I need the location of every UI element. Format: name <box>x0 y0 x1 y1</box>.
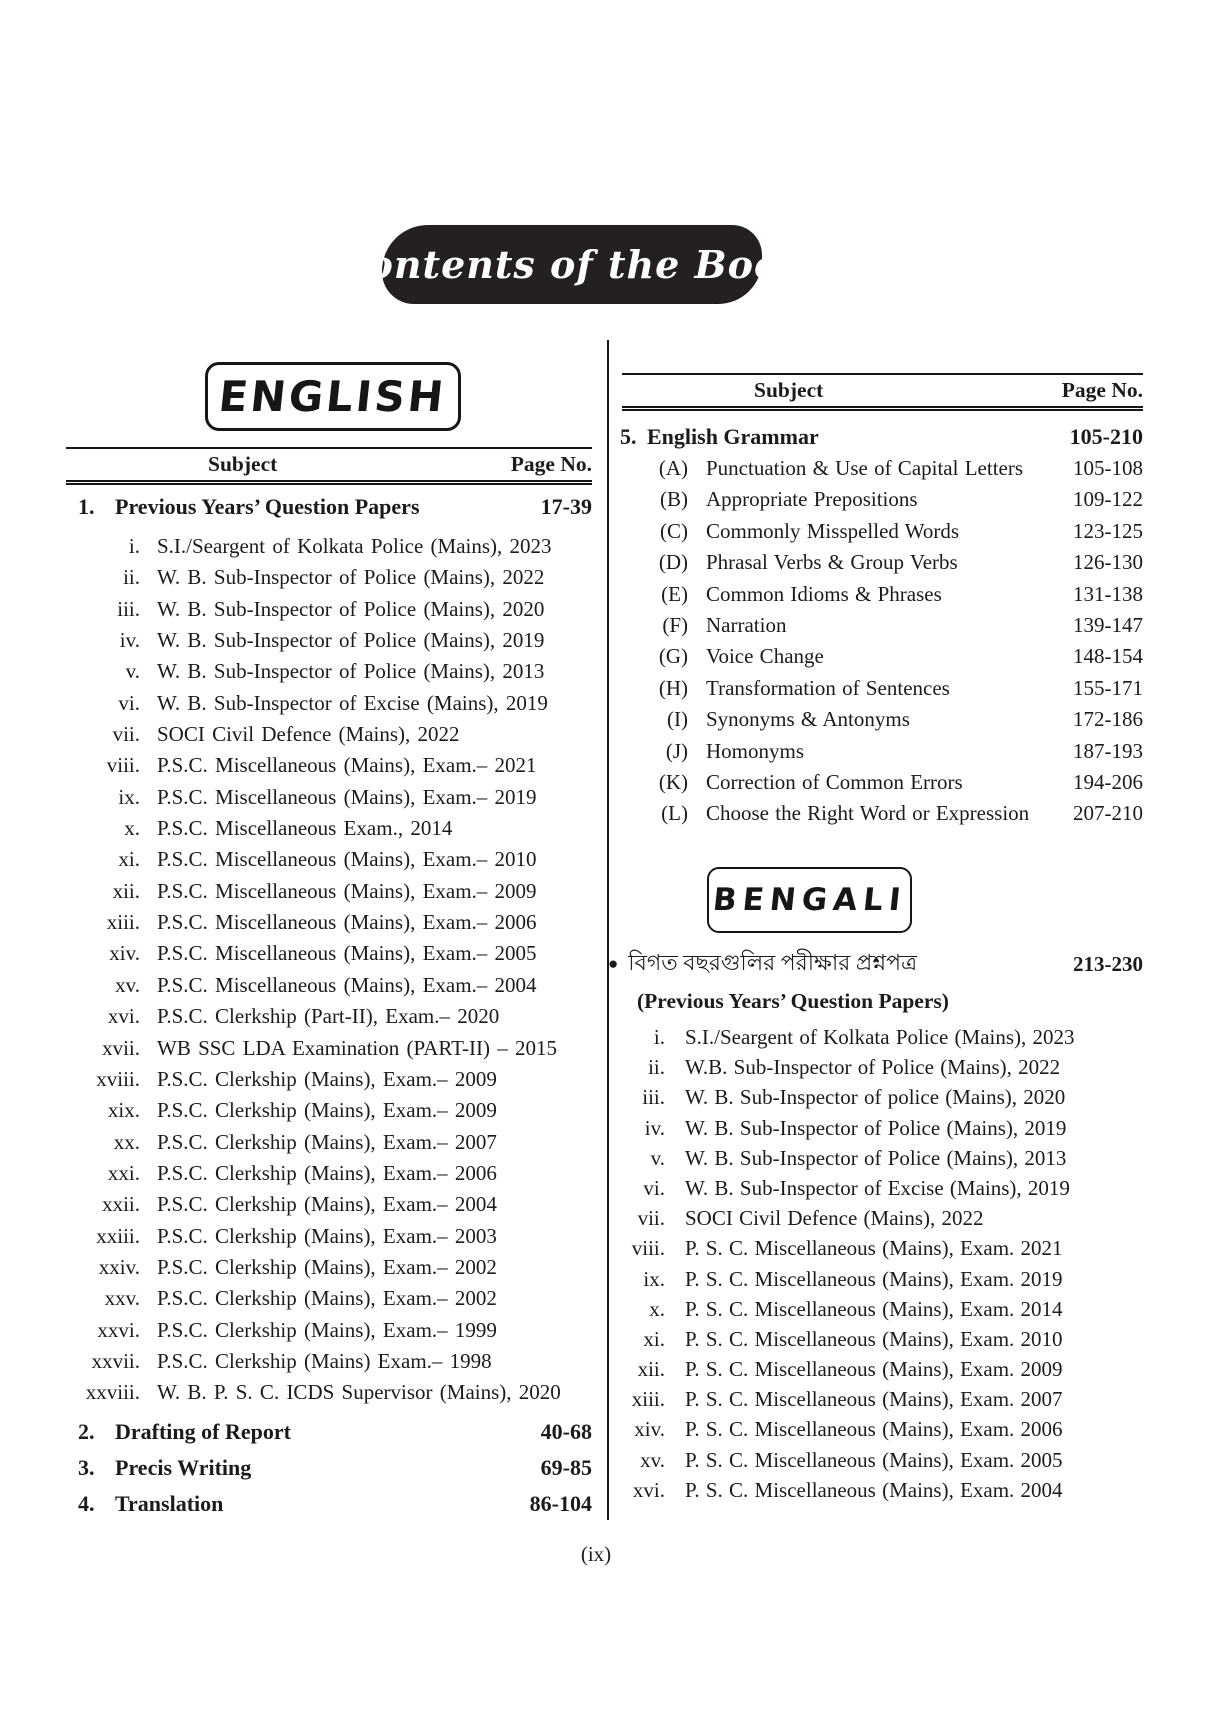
grammar-topic-title: Homonyms <box>706 738 805 763</box>
list-item-numeral: xi. <box>643 1326 665 1351</box>
list-item-text: P. S. C. Miscellaneous (Mains), Exam. 2019 <box>685 1266 1063 1291</box>
toc-entry-previous-years <box>66 492 592 522</box>
list-item <box>66 1377 592 1408</box>
list-item-numeral: iii. <box>117 596 140 621</box>
grammar-topic-row <box>622 484 1143 515</box>
list-item-numeral: xiii. <box>631 1387 665 1412</box>
grammar-topic-pages: 131-138 <box>1073 581 1143 606</box>
list-item-numeral: xvi. <box>107 1004 140 1029</box>
grammar-topic-title: Appropriate Prepositions <box>706 487 918 512</box>
list-item-text: W. B. Sub-Inspector of Excise (Mains), 2019 <box>157 690 548 715</box>
list-item <box>608 1294 1143 1324</box>
bengali-section-title: BENGALI <box>710 882 909 918</box>
bengali-question-paper-list <box>608 1022 1143 1505</box>
grammar-topic-label: (G) <box>658 644 688 669</box>
list-item <box>66 1252 592 1283</box>
list-item <box>66 1033 592 1064</box>
list-item-numeral: xxii. <box>102 1192 140 1217</box>
list-item <box>608 1264 1143 1294</box>
list-item-text: P.S.C. Miscellaneous (Mains), Exam.– 2004 <box>157 972 537 997</box>
list-item-numeral: ix. <box>118 784 140 809</box>
list-item-numeral: xviii. <box>96 1066 140 1091</box>
toc-entry-english-grammar <box>618 422 1143 452</box>
list-item-text: P. S. C. Miscellaneous (Mains), Exam. 2007 <box>685 1387 1063 1412</box>
bengali-entry-pages: 213-230 <box>1073 951 1143 976</box>
grammar-topic-label: (I) <box>667 707 688 732</box>
entry-number: 4. <box>78 1491 95 1516</box>
list-item <box>66 1283 592 1314</box>
list-item-text: P.S.C. Miscellaneous (Mains), Exam.– 2009 <box>157 878 537 903</box>
list-item-text: P.S.C. Clerkship (Mains), Exam.– 1999 <box>157 1317 497 1342</box>
list-item-numeral: vi. <box>118 690 140 715</box>
list-item <box>66 938 592 969</box>
list-item <box>608 1113 1143 1143</box>
list-item-numeral: viii. <box>106 753 140 778</box>
list-item-text: P.S.C. Clerkship (Mains), Exam.– 2002 <box>157 1286 497 1311</box>
list-item <box>66 688 592 719</box>
list-item-numeral: xv. <box>115 972 140 997</box>
list-item-numeral: iv. <box>119 628 140 653</box>
english-section-box <box>205 362 461 431</box>
entry-pages: 105-210 <box>1069 424 1143 449</box>
grammar-topic-pages: 207-210 <box>1073 801 1143 826</box>
list-item <box>66 1315 592 1346</box>
page-number: (ix) <box>580 1542 612 1566</box>
list-item-text: W. B. Sub-Inspector of police (Mains), 2020 <box>685 1085 1066 1110</box>
list-item-text: P. S. C. Miscellaneous (Mains), Exam. 2006 <box>685 1417 1063 1442</box>
list-item-text: P. S. C. Miscellaneous (Mains), Exam. 2021 <box>685 1236 1063 1261</box>
grammar-topic-row <box>622 641 1143 672</box>
bullet-icon: ● <box>608 954 619 973</box>
list-item-numeral: iii. <box>642 1085 665 1110</box>
list-item-text: P. S. C. Miscellaneous (Mains), Exam. 2004 <box>685 1477 1063 1502</box>
list-item-text: W. B. P. S. C. ICDS Supervisor (Mains), 2020 <box>157 1380 561 1405</box>
grammar-topic-row <box>622 547 1143 578</box>
list-item <box>66 656 592 687</box>
list-item <box>66 594 592 625</box>
grammar-topic-title: Correction of Common Errors <box>706 769 963 794</box>
list-item-numeral: xii. <box>112 878 140 903</box>
grammar-topic-title: Punctuation & Use of Capital Letters <box>706 456 1024 480</box>
list-item-text: P.S.C. Miscellaneous (Mains), Exam.– 2019 <box>157 784 537 809</box>
grammar-topic-row <box>622 610 1143 641</box>
list-item <box>66 970 592 1001</box>
list-item-text: P. S. C. Miscellaneous (Mains), Exam. 2005 <box>685 1447 1063 1472</box>
list-item-numeral: xxi. <box>107 1160 140 1185</box>
grammar-topic-title: Commonly Misspelled Words <box>706 518 960 543</box>
list-item-text: W. B. Sub-Inspector of Police (Mains), 2013 <box>157 659 545 684</box>
grammar-topic-label: (H) <box>658 675 688 700</box>
list-item-numeral: xiv. <box>634 1417 665 1442</box>
list-item-numeral: xix. <box>107 1098 140 1123</box>
list-item <box>66 719 592 750</box>
grammar-topic-row <box>622 767 1143 798</box>
list-item-text: W. B. Sub-Inspector of Police (Mains), 2013 <box>685 1145 1067 1170</box>
list-item <box>608 1324 1143 1354</box>
list-item-text: P.S.C. Miscellaneous Exam., 2014 <box>157 816 453 841</box>
list-item-numeral: xxiii. <box>96 1223 140 1248</box>
entry-pages: 40-68 <box>540 1419 592 1444</box>
list-item-text: S.I./Seargent of Kolkata Police (Mains), 2023 <box>685 1025 1075 1049</box>
english-question-paper-list <box>66 531 592 1409</box>
list-item-text: P.S.C. Clerkship (Mains) Exam.– 1998 <box>157 1348 492 1373</box>
grammar-topic-label: (D) <box>658 550 688 575</box>
list-item-numeral: v. <box>125 659 140 684</box>
list-item <box>66 1221 592 1252</box>
grammar-topic-label: (J) <box>665 738 688 763</box>
list-item-numeral: v. <box>650 1145 665 1170</box>
list-item <box>608 1384 1143 1414</box>
list-item-numeral: xv. <box>640 1447 665 1472</box>
grammar-topic-title: Synonyms & Antonyms <box>706 707 910 732</box>
list-item <box>608 1022 1143 1052</box>
list-item <box>66 625 592 656</box>
list-item-text: SOCI Civil Defence (Mains), 2022 <box>685 1206 984 1231</box>
list-item-numeral: xxv. <box>104 1286 140 1311</box>
entry-number: 3. <box>78 1455 95 1480</box>
grammar-topic-row <box>622 579 1143 610</box>
list-item <box>608 1143 1143 1173</box>
list-item <box>608 1445 1143 1475</box>
list-item-text: W. B. Sub-Inspector of Police (Mains), 2019 <box>685 1115 1067 1140</box>
list-item-numeral: i. <box>128 534 140 558</box>
list-item-text: W.B. Sub-Inspector of Police (Mains), 2022 <box>685 1055 1061 1080</box>
contents-banner <box>336 225 808 304</box>
list-item-text: W. B. Sub-Inspector of Police (Mains), 2020 <box>157 596 545 621</box>
entry-pages: 86-104 <box>529 1491 592 1516</box>
list-item-text: W. B. Sub-Inspector of Excise (Mains), 2019 <box>685 1175 1070 1200</box>
list-item <box>66 813 592 844</box>
list-item-numeral: x. <box>649 1296 665 1321</box>
toc-entry <box>66 1414 592 1450</box>
grammar-topic-label: (B) <box>660 487 688 512</box>
list-item-numeral: vii. <box>112 722 140 747</box>
list-item-numeral: xx. <box>113 1129 140 1154</box>
list-item-numeral: ii. <box>648 1055 665 1080</box>
list-item-text: SOCI Civil Defence (Mains), 2022 <box>157 722 460 747</box>
list-item-numeral: vi. <box>643 1175 665 1200</box>
list-item-numeral: vii. <box>637 1206 665 1231</box>
list-item <box>66 750 592 781</box>
bengali-entry-subtitle: (Previous Years’ Question Papers) <box>637 989 949 1013</box>
toc-entry <box>66 1450 592 1486</box>
list-item-numeral: xi. <box>118 847 140 872</box>
list-item <box>66 907 592 938</box>
bengali-main-entry <box>608 948 1143 980</box>
list-item-text: P. S. C. Miscellaneous (Mains), Exam. 2010 <box>685 1326 1063 1351</box>
list-item <box>608 1082 1143 1112</box>
english-section-title: ENGLISH <box>216 372 450 421</box>
list-item-numeral: x. <box>124 816 140 841</box>
list-item <box>608 1354 1143 1384</box>
left-header-subject: Subject <box>208 452 278 476</box>
entry-number: 5. <box>620 424 637 449</box>
grammar-topic-title: Voice Change <box>706 644 824 669</box>
grammar-topic-pages: 126-130 <box>1073 550 1143 575</box>
grammar-topic-pages: 155-171 <box>1073 675 1143 700</box>
grammar-topic-title: Common Idioms & Phrases <box>706 581 942 606</box>
list-item <box>608 1173 1143 1203</box>
entry-number: 2. <box>78 1419 95 1444</box>
list-item <box>608 1414 1143 1444</box>
list-item <box>608 1475 1143 1505</box>
entry-pages: 17-39 <box>540 494 592 519</box>
entry-title: Drafting of Report <box>115 1419 291 1444</box>
entry-title: Previous Years’ Question Papers <box>115 494 420 519</box>
list-item-text: P. S. C. Miscellaneous (Mains), Exam. 2014 <box>685 1296 1063 1321</box>
list-item <box>66 844 592 875</box>
toc-entry <box>66 1486 592 1522</box>
list-item <box>66 1001 592 1032</box>
grammar-topic-label: (F) <box>662 612 688 637</box>
grammar-topic-row <box>622 704 1143 735</box>
list-item-text: P.S.C. Clerkship (Mains), Exam.– 2009 <box>157 1066 497 1091</box>
entry-title: English Grammar <box>647 424 819 449</box>
left-column-header <box>66 447 592 485</box>
grammar-topic-label: (L) <box>661 801 688 826</box>
grammar-topic-label: (A) <box>658 456 688 480</box>
grammar-topic-pages: 109-122 <box>1073 487 1143 512</box>
entry-title: Precis Writing <box>115 1455 252 1480</box>
grammar-topic-pages: 105-108 <box>1073 456 1143 480</box>
list-item-numeral: xiii. <box>106 910 140 935</box>
list-item-numeral: xiv. <box>109 941 140 966</box>
grammar-topic-label: (C) <box>660 518 688 543</box>
grammar-topic-pages: 194-206 <box>1073 769 1143 794</box>
grammar-topic-list <box>622 453 1143 830</box>
list-item-text: P. S. C. Miscellaneous (Mains), Exam. 2009 <box>685 1357 1063 1382</box>
list-item <box>66 1095 592 1126</box>
grammar-topic-pages: 187-193 <box>1073 738 1143 763</box>
entry-title: Translation <box>115 1491 224 1516</box>
list-item-numeral: xvii. <box>102 1035 140 1060</box>
grammar-topic-label: (E) <box>661 581 688 606</box>
grammar-topic-pages: 123-125 <box>1073 518 1143 543</box>
grammar-topic-title: Narration <box>706 612 787 637</box>
list-item <box>66 1064 592 1095</box>
left-header-page-no: Page No. <box>510 452 592 476</box>
list-item <box>608 1052 1143 1082</box>
list-item-text: W. B. Sub-Inspector of Police (Mains), 2019 <box>157 628 545 653</box>
list-item <box>66 1346 592 1377</box>
toc-entries-2-4 <box>66 1414 592 1522</box>
grammar-topic-title: Transformation of Sentences <box>706 675 950 700</box>
list-item-text: WB SSC LDA Examination (PART-II) – 2015 <box>157 1035 558 1060</box>
list-item-numeral: iv. <box>644 1115 665 1140</box>
list-item-text: P.S.C. Clerkship (Mains), Exam.– 2004 <box>157 1192 497 1217</box>
list-item <box>608 1203 1143 1233</box>
list-item-text: P.S.C. Clerkship (Part-II), Exam.– 2020 <box>157 1004 500 1029</box>
grammar-topic-row <box>622 798 1143 829</box>
list-item <box>66 876 592 907</box>
grammar-topic-row <box>622 453 1143 484</box>
list-item-numeral: xxiv. <box>98 1254 140 1279</box>
list-item <box>66 1127 592 1158</box>
list-item-numeral: xxvi. <box>97 1317 140 1342</box>
grammar-topic-title: Choose the Right Word or Expression <box>706 801 1030 826</box>
right-column-header <box>622 373 1143 411</box>
right-header-subject: Subject <box>754 378 824 402</box>
grammar-topic-label: (K) <box>658 769 688 794</box>
grammar-topic-title: Phrasal Verbs & Group Verbs <box>706 550 958 575</box>
grammar-topic-pages: 172-186 <box>1073 707 1143 732</box>
list-item-text: P.S.C. Miscellaneous (Mains), Exam.– 2021 <box>157 753 537 778</box>
contents-banner-title: Contents of the Book <box>336 242 808 287</box>
list-item <box>66 1189 592 1220</box>
list-item-numeral: ix. <box>643 1266 665 1291</box>
list-item-numeral: xvi. <box>632 1477 665 1502</box>
list-item-text: P.S.C. Miscellaneous (Mains), Exam.– 2005 <box>157 941 537 966</box>
list-item-text: P.S.C. Miscellaneous (Mains), Exam.– 2010 <box>157 847 537 872</box>
list-item-numeral: xii. <box>637 1357 665 1382</box>
list-item-text: P.S.C. Clerkship (Mains), Exam.– 2009 <box>157 1098 497 1123</box>
list-item-numeral: i. <box>653 1025 665 1049</box>
list-item-text: P.S.C. Clerkship (Mains), Exam.– 2007 <box>157 1129 497 1154</box>
list-item-text: P.S.C. Clerkship (Mains), Exam.– 2002 <box>157 1254 497 1279</box>
list-item-text: P.S.C. Clerkship (Mains), Exam.– 2006 <box>157 1160 497 1185</box>
list-item-numeral: xxvii. <box>91 1348 140 1373</box>
list-item-numeral: viii. <box>631 1236 665 1261</box>
entry-pages: 69-85 <box>540 1455 592 1480</box>
grammar-topic-pages: 139-147 <box>1073 612 1143 637</box>
list-item-numeral: xxviii. <box>85 1380 140 1405</box>
list-item-text: P.S.C. Miscellaneous (Mains), Exam.– 2006 <box>157 910 537 935</box>
bengali-entry-title: বিগত বছরগুলির পরীক্ষার প্রশ্নপত্র <box>628 949 918 975</box>
grammar-topic-row <box>622 673 1143 704</box>
list-item-text: W. B. Sub-Inspector of Police (Mains), 2022 <box>157 565 545 590</box>
bengali-section-box <box>707 867 912 933</box>
grammar-topic-row <box>622 516 1143 547</box>
entry-number: 1. <box>78 494 95 519</box>
list-item <box>66 531 592 562</box>
list-item <box>66 782 592 813</box>
grammar-topic-row <box>622 736 1143 767</box>
grammar-topic-pages: 148-154 <box>1073 644 1143 669</box>
list-item <box>66 1158 592 1189</box>
list-item-text: S.I./Seargent of Kolkata Police (Mains), 2023 <box>157 534 552 558</box>
list-item <box>608 1233 1143 1263</box>
list-item-text: P.S.C. Clerkship (Mains), Exam.– 2003 <box>157 1223 497 1248</box>
list-item <box>66 562 592 593</box>
right-header-page-no: Page No. <box>1061 378 1143 402</box>
list-item-numeral: ii. <box>123 565 140 590</box>
